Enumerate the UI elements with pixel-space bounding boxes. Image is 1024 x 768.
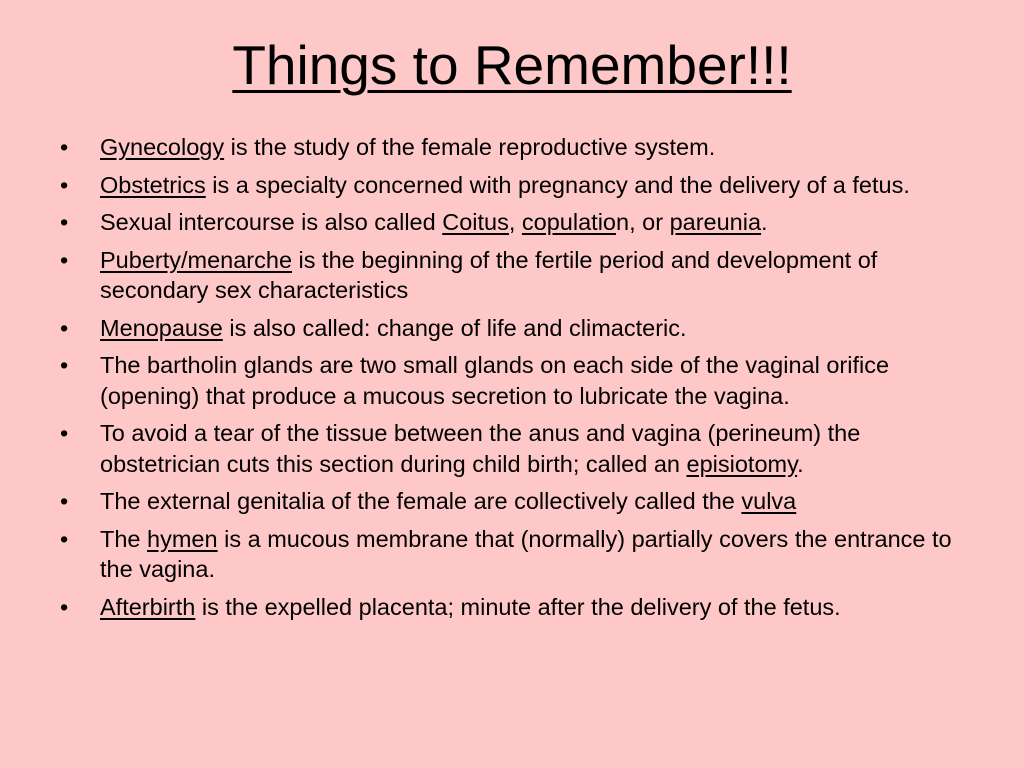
bullet-text: is the expelled placenta; minute after the delivery of the fetus. (195, 593, 841, 620)
bullet-item (60, 245, 960, 306)
bullet-icon: • (60, 314, 69, 341)
bullet-item (60, 170, 960, 201)
bullet-text: is a specialty concerned with pregnancy and the delivery of a fetus. (205, 171, 910, 198)
key-term: episiotomy (686, 450, 798, 477)
bullet-icon: • (60, 134, 69, 160)
bullet-text: is the study of the female reproductive system. (224, 134, 716, 160)
bullet-text: . (761, 209, 768, 235)
bullet-item (60, 132, 960, 163)
bullet-item (60, 313, 960, 344)
bullet-icon: • (60, 420, 69, 446)
bullet-item (60, 592, 960, 623)
bullet-text: The external genitalia of the female are collectively called the (100, 488, 742, 514)
bullet-text: . (797, 450, 804, 477)
bullet-text: n, or (616, 209, 670, 235)
bullet-item (60, 350, 960, 411)
bullet-item (60, 418, 960, 479)
bullet-icon: • (60, 488, 69, 514)
bullet-item (60, 486, 960, 517)
key-term: Puberty/menarche (100, 246, 293, 273)
slide-title: Things to Remember!!! (232, 34, 792, 96)
key-term: Afterbirth (100, 593, 196, 620)
bullet-icon: • (60, 209, 69, 235)
key-term: hymen (147, 525, 218, 552)
bullet-icon: • (60, 525, 69, 552)
bullet-text: is also called: change of life and climacteric. (222, 314, 687, 341)
bullet-list (60, 132, 960, 629)
bullet-text: The (100, 525, 148, 552)
key-term: vulva (741, 488, 797, 514)
bullet-text: is a mucous membrane that (normally) partially covers the entrance to the vagina. (100, 525, 952, 582)
bullet-text: Sexual intercourse is also called (100, 209, 443, 235)
key-term: copulatio (521, 209, 616, 235)
bullet-text: The bartholin glands are two small glands on each side of the vaginal orifice (opening) that produce a mucous secretion to lubricate the vagina. (100, 352, 890, 409)
bullet-text: , (508, 209, 522, 235)
bullet-item (60, 524, 960, 585)
key-term: Menopause (100, 314, 223, 341)
bullet-icon: • (60, 171, 69, 198)
bullet-icon: • (60, 246, 69, 273)
bullet-text: is the beginning of the fertile period and development of secondary sex characteristics (100, 246, 878, 303)
key-term: Coitus (442, 209, 509, 235)
key-term: Gynecology (100, 134, 225, 160)
key-term: pareunia (669, 209, 762, 235)
bullet-text: To avoid a tear of the tissue between the anus and vagina (perineum) the obstetrician cuts this section during child birth; called an (100, 420, 861, 477)
bullet-icon: • (60, 352, 69, 378)
bullet-icon: • (60, 593, 69, 620)
key-term: Obstetrics (100, 171, 206, 198)
bullet-item (60, 207, 960, 238)
